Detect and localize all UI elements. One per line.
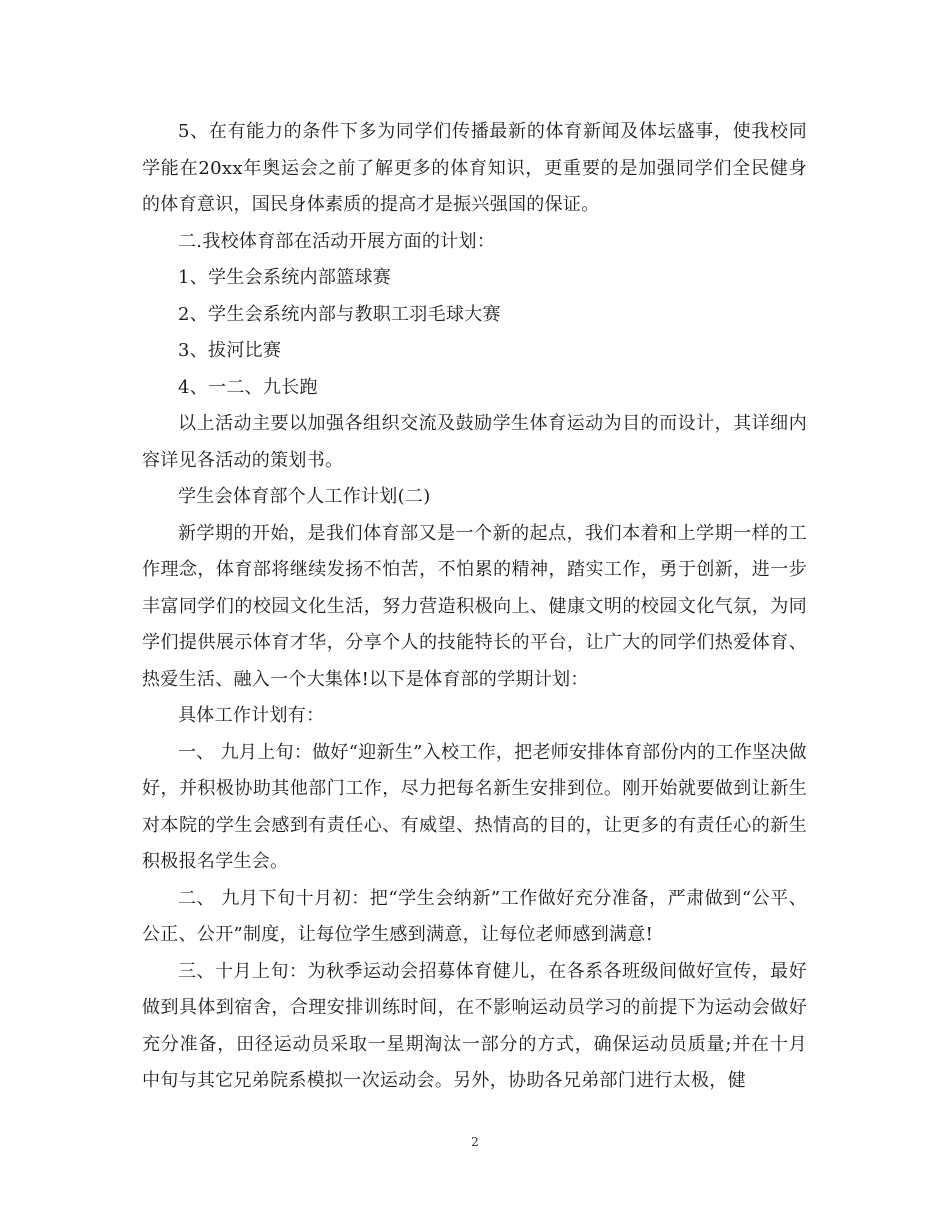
list-item: 3、拔河比赛: [178, 340, 282, 361]
paragraph-intro: 新学期的开始，是我们体育部又是一个新的起点，我们本着和上学期一样的工作理念，体育部将继续发扬不怕苦，不怕累的精神，踏实工作，勇于创新，进一步丰富同学们的校园文化生活，努力营造积极向上、健康文明的校园文化气氛，为同学们提供展示体育才华，分享个人的技能特长的平台，让广大的同学们热爱体育、热爱生活、融入一个大集体!以下是体育部的学期计划：: [142, 522, 807, 690]
list-item: 1、学生会系统内部篮球赛: [178, 267, 392, 288]
document-body: [142, 114, 807, 1100]
list-item: 2、学生会系统内部与教职工羽毛球大赛: [178, 303, 501, 325]
paragraph-summary: 以上活动主要以加强各组织交流及鼓励学生体育运动为目的而设计，其详细内容详见各活动的策划书。: [142, 413, 807, 471]
page-number: 2: [471, 1135, 479, 1149]
paragraph-plan-item: 三、十月上旬：为秋季运动会招募体育健儿，在各系各班级间做好宣传，最好做到具体到宿舍，合理安排训练时间，在不影响运动员学习的前提下为运动会做好充分准备，田径运动员采取一星期淘汰一部分的方式，确保运动员质量;并在十月中旬与其它兄弟院系模拟一次运动会。另外，协助各兄弟部门进行太极，健: [142, 960, 807, 1091]
paragraph-plan-heading: 具体工作计划有：: [178, 705, 325, 726]
paragraph-plan-item: 一、 九月上旬：做好“迎新生”入校工作，把老师安排体育部份内的工作坚决做好，并积极协助其他部门工作，尽力把每名新生安排到位。刚开始就要做到让新生对本院的学生会感到有责任心、有威望、热情高的目的，让更多的有责任心的新生积极报名学生会。: [142, 741, 807, 872]
section-title-plan-two: 学生会体育部个人工作计划(二): [178, 486, 431, 507]
section-heading-activities: 二.我校体育部在活动开展方面的计划：: [178, 230, 496, 252]
list-item: 4、一二、九长跑: [178, 376, 318, 398]
paragraph-1: 5、在有能力的条件下多为同学们传播最新的体育新闻及体坛盛事，使我校同学能在20xx年奥运会之前了解更多的体育知识，更重要的是加强同学们全民健身的体育意识，国民身体素质的提高才是振兴强国的保证。: [142, 121, 807, 215]
paragraph-plan-item: 二、 九月下旬十月初：把“学生会纳新”工作做好充分准备，严肃做到“公平、公正、公开”制度，让每位学生感到满意，让每位老师感到满意!: [142, 887, 807, 945]
